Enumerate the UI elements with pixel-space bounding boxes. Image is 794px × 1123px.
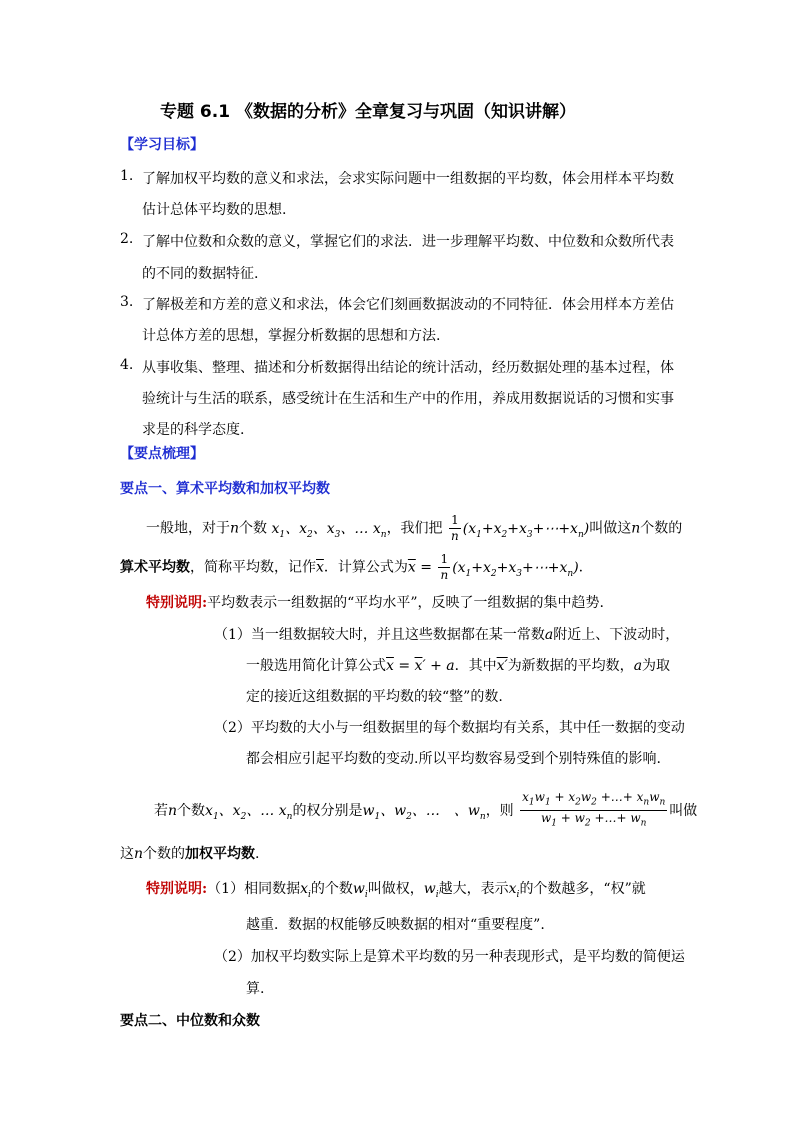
text: 越大，表示	[438, 881, 509, 897]
objective-4-line3: 求是的科学态度.	[142, 422, 245, 438]
text: 的个数越多，“权”就	[519, 881, 646, 897]
objective-2-line1: 了解中位数和众数的意义，掌握它们的求法．进一步理解平均数、中位数和众数所代表	[142, 234, 674, 250]
objective-1-line1: 了解加权平均数的意义和求法，会求实际问题中一组数据的平均数，体会用样本平均数	[142, 171, 674, 187]
xi-var: $x_i$	[508, 881, 520, 900]
special-note-label: 特别说明:	[146, 595, 208, 611]
special-note-2-item2-line2: 算.	[246, 981, 265, 997]
text: 的个数	[310, 881, 353, 897]
special-note-2-item2-line1: （2）加权平均数实际上是算术平均数的另一种表现形式，是平均数的简便运	[214, 949, 685, 965]
a-var: a	[544, 627, 554, 643]
text: 个数	[177, 802, 206, 819]
special-note-1	[146, 592, 604, 612]
objective-4-line2: 验统计与生活的联系，感受统计在生活和生产中的作用，养成用数据说话的习惯和实事	[142, 391, 674, 407]
text: ．其中	[454, 658, 497, 674]
objective-1-line2: 估计总体平均数的思想.	[142, 202, 287, 218]
weighted-fraction: $\frac{x_1w_1 + x_2w_2 +\dots+ x_nw_n}{w_1 + w_2 +\dots+ w_n}$	[522, 790, 666, 829]
objective-4-line1: 从事收集、整理、描述和分析数据得出结论的统计活动，经历数据处理的基本过程，体	[142, 360, 674, 376]
text: 一般地，对于	[146, 520, 230, 537]
objective-2-line2: 的不同的数据特征.	[142, 266, 259, 282]
text: 一般选用简化计算公式	[246, 658, 386, 674]
one-over-n-fraction: $\frac{1}{n}$	[440, 552, 449, 582]
wi-var: $w_i$	[423, 881, 439, 900]
text: 叫做这	[589, 520, 632, 537]
sum-expression: $(x_1+x_2+x_3+\cdots+x_n)$	[462, 520, 590, 540]
x-bar: $\overline{x}$	[316, 559, 324, 576]
text: 若	[154, 802, 168, 819]
arith-mean-intro-line	[146, 513, 682, 544]
text: 叫做	[669, 802, 698, 819]
text: ，我们把	[386, 520, 443, 537]
arith-mean-def-line: 算术平均数，简称平均数，记作$\overline{x}$．计算公式为$\overline{x}$ = $\frac{1}{n}$ $(x_1+x_2+x_3+\cdots+x_n)$.	[120, 552, 584, 582]
text: （1）相同数据	[207, 881, 301, 897]
text: 为新数据的平均数，	[507, 658, 634, 674]
note-item-2-line2: 都会相应引起平均数的变动.所以平均数容易受到个别特殊值的影响.	[246, 751, 661, 767]
objective-2-num: 2.	[120, 231, 134, 247]
weighted-mean-def	[120, 843, 259, 863]
n-var: n	[168, 802, 178, 819]
a-var: a	[633, 658, 643, 674]
objectives-heading: 【学习目标】	[120, 137, 204, 153]
text: ，简称平均数，记作	[190, 559, 316, 576]
text: 个数的	[640, 520, 683, 537]
wi-var: $w_i$	[352, 881, 368, 900]
note-item-2-line1: （2）平均数的大小与一组数据里的每个数据均有关系，其中任一数据的变动	[214, 720, 685, 736]
page-title: 专题 6.1 《数据的分析》全章复习与巩固（知识讲解）	[160, 102, 576, 122]
text: 的权分别是	[292, 802, 363, 819]
text: （1）当一组数据较大时，并且这些数据都在某一常数	[214, 627, 545, 643]
note-item-1-line1	[214, 624, 679, 644]
x-prime-bar: x′	[496, 658, 508, 674]
special-note-label: 特别说明:	[146, 881, 208, 897]
text: 平均数表示一组数据的“平均水平”，反映了一组数据的集中趋势.	[207, 595, 604, 611]
keypoint-1-heading: 要点一、算术平均数和加权平均数	[120, 481, 330, 497]
objective-3-line2: 计总体方差的思想，掌握分析数据的思想和方法.	[142, 328, 441, 344]
objective-1-num: 1.	[120, 168, 134, 184]
objective-3-line1: 了解极差和方差的意义和求法，体会它们刻画数据波动的不同特征．体会用样本方差估	[142, 297, 674, 313]
text: ，则	[485, 802, 514, 819]
w-list: $w_1$、$w_2$、… 、$w_n$	[362, 802, 486, 822]
text: ．计算公式为	[323, 559, 408, 576]
keypoint-2-heading: 要点二、中位数和众数	[120, 1013, 260, 1029]
x-list: $x_1$、$x_2$、$x_3$、… $x_n$	[271, 520, 387, 540]
text: 附近上、下波动时，	[553, 627, 680, 643]
weighted-mean-line	[154, 790, 697, 832]
simplified-formula: $\overline{x} = \overline{x}' + a$	[386, 658, 455, 674]
text: 个数的	[143, 846, 186, 862]
one-over-n-fraction: $\frac{1}{n}$	[451, 513, 459, 543]
note-item-1-line3: 定的接近这组数据的平均数的较“整”的数.	[246, 689, 503, 705]
note-item-1-line2	[246, 655, 670, 675]
special-note-2-line2: 越重．数据的权能够反映数据的相对“重要程度”.	[246, 917, 545, 933]
sum-expression: $(x_1+x_2+x_3+\cdots+x_n)$	[452, 559, 579, 579]
n-var: n	[631, 520, 641, 537]
n-var: n	[134, 846, 144, 862]
term-arith-mean: 算术平均数	[120, 559, 190, 576]
objective-4-num: 4.	[120, 357, 134, 373]
text: 个数	[239, 520, 268, 537]
xi-var: $x_i$	[300, 881, 311, 900]
special-note-2-line1	[146, 878, 646, 900]
text: 为取	[642, 658, 671, 674]
text: 这	[120, 846, 134, 862]
text: .	[255, 846, 260, 862]
term-weighted-mean: 加权平均数	[185, 846, 256, 862]
n-var: n	[230, 520, 240, 537]
x-bar: $\overline{x}$	[407, 559, 416, 576]
text: 叫做权，	[367, 881, 424, 897]
keypoints-heading: 【要点梳理】	[120, 446, 204, 462]
x-list: $x_1$、$x_2$、… $x_n$	[205, 802, 293, 822]
text: .	[578, 559, 584, 576]
objective-3-num: 3.	[120, 294, 134, 310]
